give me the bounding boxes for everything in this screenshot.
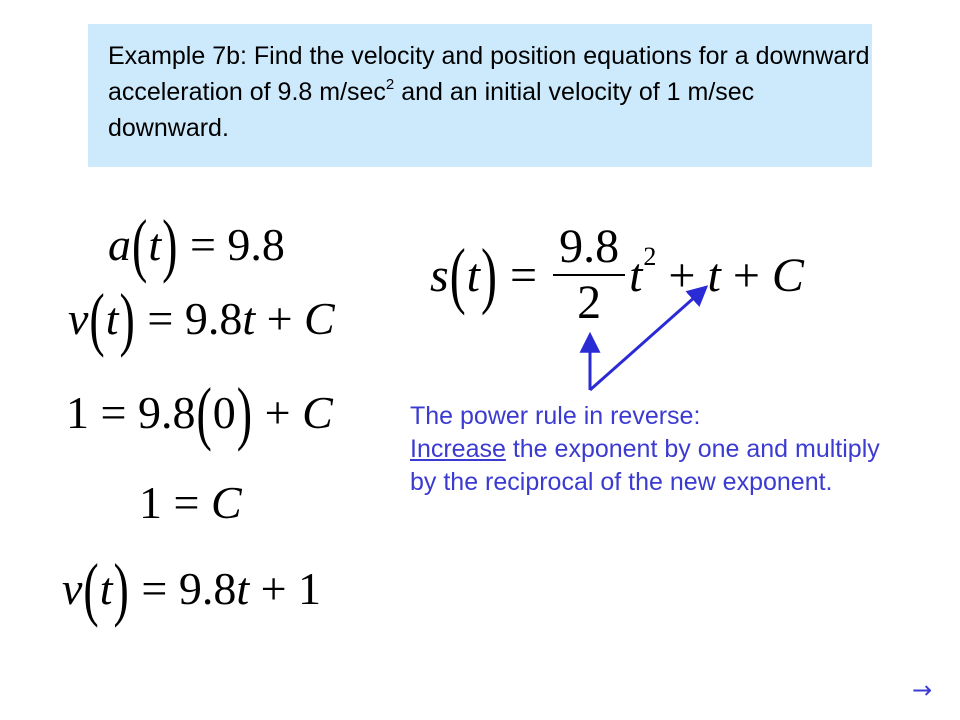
title-superscript: 2: [385, 75, 395, 93]
note-underlined-word: Increase: [410, 435, 506, 463]
power-rule-note: [410, 400, 880, 499]
next-slide-arrow-icon[interactable]: →: [912, 676, 933, 704]
constant-equation: 1 = C: [139, 477, 242, 528]
fraction: $\frac{9.8}{2}$: [553, 222, 625, 329]
arrow-to-t-term: [590, 288, 705, 390]
note-line-1: The power rule in reverse:: [410, 402, 701, 430]
acceleration-equation: a(t) = 9.8: [108, 204, 285, 285]
position-equation: s ( t ) = $\frac{9.8}{2}$ t 2 + t + C: [430, 220, 804, 330]
final-velocity-equation: v(t) = 9.8t + 1: [62, 548, 322, 629]
title-text: Example 7b: Find the velocity and position equations for a downward acceleration of 9.8 m/sec: [108, 42, 870, 106]
title-text-end: and an initial velocity of 1 m/sec downward.: [108, 78, 755, 142]
note-rest: the exponent by one and multiply by the reciprocal of the new exponent.: [410, 435, 880, 496]
velocity-equation: v(t) = 9.8t + C: [68, 278, 335, 359]
substitution-equation: 1 = 9.8(0) + C: [66, 372, 333, 453]
